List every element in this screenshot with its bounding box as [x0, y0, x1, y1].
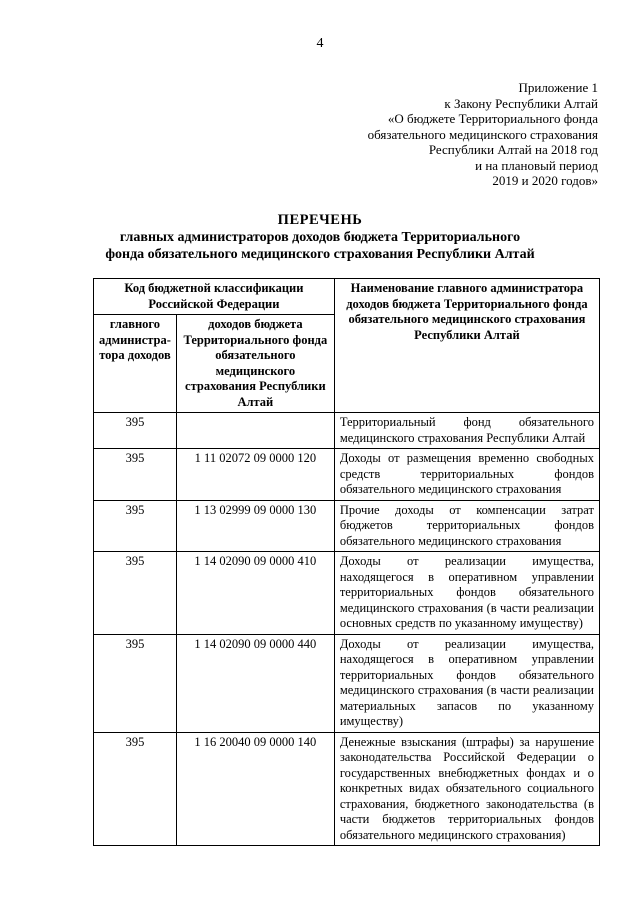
admin-code-cell: 395 [94, 449, 177, 501]
administrators-table [93, 278, 600, 846]
income-code-cell: 1 14 02090 09 0000 440 [176, 634, 334, 732]
appendix-line: к Закону Республики Алтай [444, 95, 598, 111]
income-code-cell: 1 13 02999 09 0000 130 [176, 500, 334, 552]
appendix-line: Республики Алтай на 2018 год [428, 142, 598, 157]
appendix-header [368, 80, 598, 189]
name-cell: Доходы от размещения временно свободных средств территориальных фондов обязательного медицинского страхования [334, 449, 599, 501]
page-number: 4 [316, 36, 324, 51]
header-code-group: Код бюджетной классификации Российской Федерации [94, 279, 335, 315]
table-row [94, 732, 600, 846]
title-line: главных администраторов доходов бюджета Территориального [119, 230, 521, 245]
header-name: Наименование главного администратора доходов бюджета Территориального фонда обязательного медицинского страхования Республики Алтай [334, 279, 599, 413]
document-title [60, 212, 580, 263]
name-cell: Денежные взыскания (штрафы) за нарушение законодательства Российской Федерации о государственных внебюджетных фондах и о конкретных видах обязательного социального страхования, бюджетного законодательства (в части бюджетов территориальных фондов обязательного медицинского страхования) [334, 732, 599, 846]
admin-code-cell: 395 [94, 732, 177, 846]
appendix-line: Приложение 1 [518, 80, 598, 95]
title-line: ПЕРЕЧЕНЬ [277, 212, 363, 228]
table-row [94, 449, 600, 501]
appendix-line: обязательного медицинского страхования [367, 126, 598, 142]
table-row [94, 500, 600, 552]
table-row [94, 634, 600, 732]
income-code-cell [176, 413, 334, 449]
appendix-line: «О бюджете Территориального фонда [387, 111, 598, 126]
header-income: доходов бюджета Территориального фонда обязательного медицинского страхования Республики Алтай [176, 315, 334, 413]
header-admin: главного администра-тора доходов [94, 315, 177, 413]
appendix-line: 2019 и 2020 годов» [492, 173, 598, 188]
admin-code-cell: 395 [94, 500, 177, 552]
admin-code-cell: 395 [94, 634, 177, 732]
name-cell: Доходы от реализации имущества, находящегося в оперативном управлении территориальных фондов обязательного медицинского страхования (в части реализации основных средств по указанному имуществу) [334, 552, 599, 635]
title-line: фонда обязательного медицинского страхования Республики Алтай [105, 247, 535, 262]
name-cell: Территориальный фонд обязательного медицинского страхования Республики Алтай [334, 413, 599, 449]
name-cell: Прочие доходы от компенсации затрат бюджетов территориальных фондов обязательного медицинского страхования [334, 500, 599, 552]
appendix-line: и на плановый период [475, 157, 598, 173]
admin-code-cell: 395 [94, 413, 177, 449]
table-row [94, 413, 600, 449]
income-code-cell: 1 11 02072 09 0000 120 [176, 449, 334, 501]
income-code-cell: 1 14 02090 09 0000 410 [176, 552, 334, 635]
table-row [94, 552, 600, 635]
admin-code-cell: 395 [94, 552, 177, 635]
income-code-cell: 1 16 20040 09 0000 140 [176, 732, 334, 846]
name-cell: Доходы от реализации имущества, находящегося в оперативном управлении территориальных фондов обязательного медицинского страхования (в части реализации материальных запасов по указанному имуществу) [334, 634, 599, 732]
